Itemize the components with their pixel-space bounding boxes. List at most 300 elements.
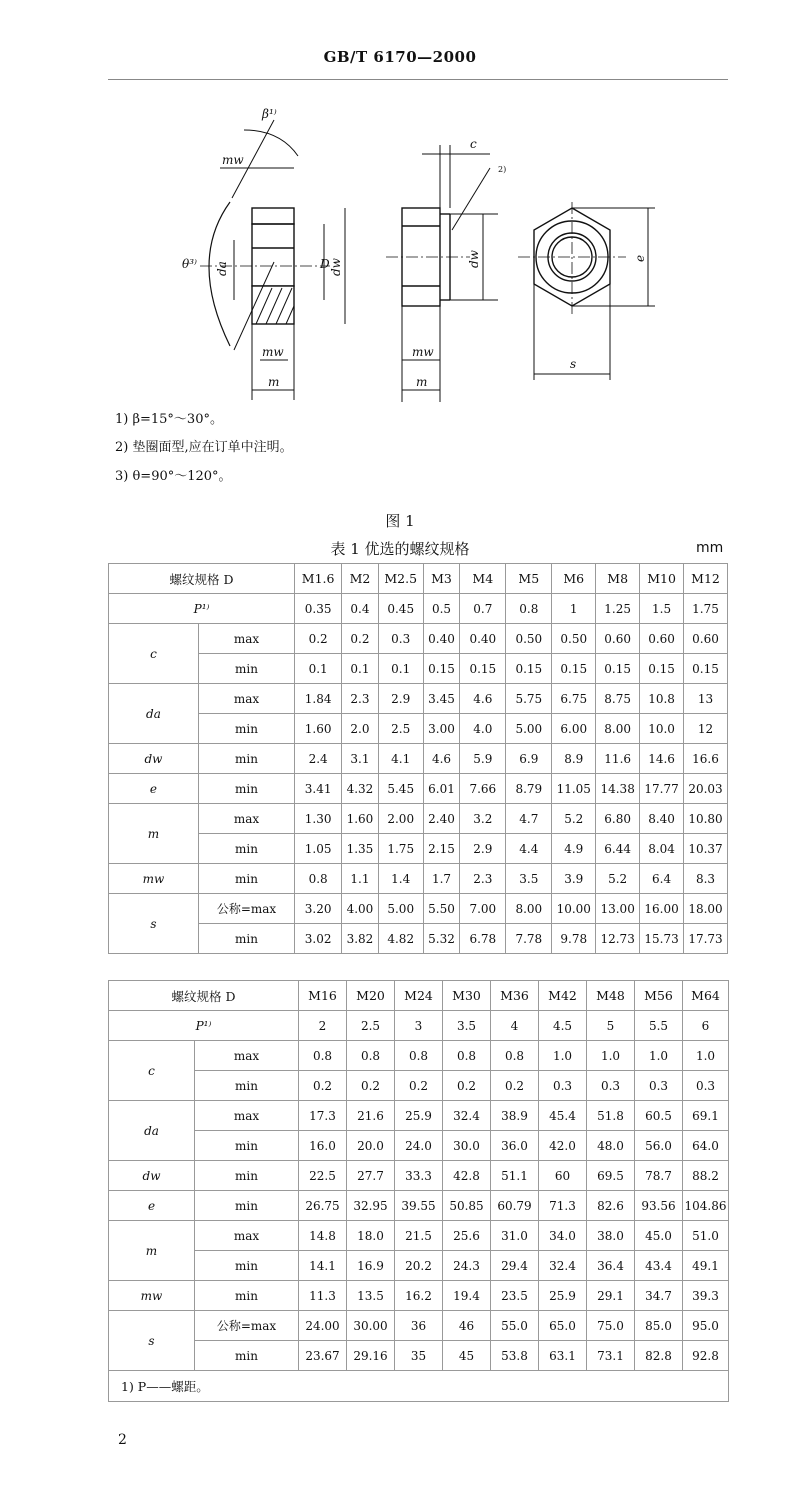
value-cell: 2.15 <box>423 834 460 864</box>
value-cell: 24.0 <box>395 1131 443 1161</box>
thread-size-label: 螺纹规格 D <box>109 981 299 1011</box>
value-cell: 5.00 <box>506 714 552 744</box>
value-cell: 11.6 <box>596 744 640 774</box>
value-cell: 16.2 <box>395 1281 443 1311</box>
s-label: s <box>570 357 577 371</box>
value-cell: 6.00 <box>552 714 596 744</box>
limit-label: min <box>195 1341 299 1371</box>
value-cell: 1.75 <box>378 834 423 864</box>
value-cell: 4.32 <box>342 774 379 804</box>
value-cell: 14.6 <box>640 744 684 774</box>
limit-label: max <box>198 804 294 834</box>
value-cell: 49.1 <box>683 1251 729 1281</box>
value-cell: 7.78 <box>506 924 552 954</box>
value-cell: 24.3 <box>443 1251 491 1281</box>
footnote-row <box>109 1371 729 1402</box>
param-name: c <box>109 1041 195 1101</box>
value-cell: 30.0 <box>443 1131 491 1161</box>
pitch-row <box>109 1011 729 1041</box>
dw-label-mid: dw <box>467 250 481 268</box>
param-name: e <box>109 774 199 804</box>
value-cell: 6.80 <box>596 804 640 834</box>
value-cell: 2.4 <box>295 744 342 774</box>
value-cell: 64.0 <box>683 1131 729 1161</box>
value-cell: 65.0 <box>539 1311 587 1341</box>
value-cell: 5.2 <box>596 864 640 894</box>
figure-caption: 图 1 <box>385 512 415 530</box>
size-cell: M64 <box>683 981 729 1011</box>
pitch-cell: 1 <box>552 594 596 624</box>
limit-label: max <box>198 624 294 654</box>
limit-label: min <box>195 1191 299 1221</box>
value-cell: 50.85 <box>443 1191 491 1221</box>
value-cell: 1.7 <box>423 864 460 894</box>
value-cell: 95.0 <box>683 1311 729 1341</box>
value-cell: 4.1 <box>378 744 423 774</box>
value-cell: 85.0 <box>635 1311 683 1341</box>
value-cell: 8.3 <box>684 864 728 894</box>
pitch-cell: 0.7 <box>460 594 506 624</box>
value-cell: 32.4 <box>443 1101 491 1131</box>
value-cell: 0.40 <box>423 624 460 654</box>
value-cell: 4.6 <box>460 684 506 714</box>
value-cell: 5.45 <box>378 774 423 804</box>
value-cell: 39.3 <box>683 1281 729 1311</box>
note2-label: 2) <box>498 165 507 174</box>
size-cell: M5 <box>506 564 552 594</box>
value-cell: 2.00 <box>378 804 423 834</box>
value-cell: 34.0 <box>539 1221 587 1251</box>
table-row <box>109 1281 729 1311</box>
value-cell: 2.5 <box>378 714 423 744</box>
value-cell: 45 <box>443 1341 491 1371</box>
table-caption: 表 1 优选的螺纹规格 <box>330 540 470 558</box>
value-cell: 17.3 <box>299 1101 347 1131</box>
value-cell: 93.56 <box>635 1191 683 1221</box>
pitch-cell: 3.5 <box>443 1011 491 1041</box>
limit-label: min <box>198 864 294 894</box>
value-cell: 14.1 <box>299 1251 347 1281</box>
value-cell: 42.0 <box>539 1131 587 1161</box>
table-row <box>109 834 728 864</box>
pitch-cell: 1.25 <box>596 594 640 624</box>
pitch-cell: 5.5 <box>635 1011 683 1041</box>
value-cell: 0.15 <box>423 654 460 684</box>
table-row <box>109 1101 729 1131</box>
value-cell: 13.00 <box>596 894 640 924</box>
limit-label: max <box>195 1041 299 1071</box>
header-rule <box>108 79 728 80</box>
value-cell: 31.0 <box>491 1221 539 1251</box>
limit-label: 公称=max <box>195 1311 299 1341</box>
pitch-cell: 2.5 <box>347 1011 395 1041</box>
value-cell: 0.15 <box>596 654 640 684</box>
value-cell: 23.5 <box>491 1281 539 1311</box>
value-cell: 11.3 <box>299 1281 347 1311</box>
value-cell: 12.73 <box>596 924 640 954</box>
value-cell: 8.79 <box>506 774 552 804</box>
pitch-cell: 1.5 <box>640 594 684 624</box>
value-cell: 1.30 <box>295 804 342 834</box>
value-cell: 69.1 <box>683 1101 729 1131</box>
value-cell: 1.84 <box>295 684 342 714</box>
value-cell: 35 <box>395 1341 443 1371</box>
limit-label: min <box>195 1161 299 1191</box>
limit-label: min <box>195 1251 299 1281</box>
dw-label-left: dw <box>329 258 343 276</box>
param-name: da <box>109 684 199 744</box>
value-cell: 8.00 <box>506 894 552 924</box>
thread-size-label: 螺纹规格 D <box>109 564 295 594</box>
pitch-cell: 1.75 <box>684 594 728 624</box>
m-label-left: m <box>268 375 280 389</box>
value-cell: 0.3 <box>378 624 423 654</box>
pitch-cell: 0.4 <box>342 594 379 624</box>
value-cell: 36.4 <box>587 1251 635 1281</box>
value-cell: 3.5 <box>506 864 552 894</box>
param-name: dw <box>109 1161 195 1191</box>
value-cell: 46 <box>443 1311 491 1341</box>
value-cell: 75.0 <box>587 1311 635 1341</box>
size-cell: M2.5 <box>378 564 423 594</box>
limit-label: min <box>198 834 294 864</box>
value-cell: 16.9 <box>347 1251 395 1281</box>
value-cell: 0.40 <box>460 624 506 654</box>
value-cell: 27.7 <box>347 1161 395 1191</box>
size-cell: M56 <box>635 981 683 1011</box>
value-cell: 32.4 <box>539 1251 587 1281</box>
value-cell: 23.67 <box>299 1341 347 1371</box>
value-cell: 32.95 <box>347 1191 395 1221</box>
value-cell: 21.6 <box>347 1101 395 1131</box>
value-cell: 13.5 <box>347 1281 395 1311</box>
value-cell: 51.8 <box>587 1101 635 1131</box>
pitch-cell: 0.35 <box>295 594 342 624</box>
value-cell: 9.78 <box>552 924 596 954</box>
table-row <box>109 804 728 834</box>
value-cell: 55.0 <box>491 1311 539 1341</box>
value-cell: 6.4 <box>640 864 684 894</box>
table-row <box>109 1221 729 1251</box>
table-row <box>109 1191 729 1221</box>
value-cell: 38.0 <box>587 1221 635 1251</box>
value-cell: 5.9 <box>460 744 506 774</box>
value-cell: 25.6 <box>443 1221 491 1251</box>
table-row <box>109 744 728 774</box>
value-cell: 1.4 <box>378 864 423 894</box>
value-cell: 3.2 <box>460 804 506 834</box>
value-cell: 3.82 <box>342 924 379 954</box>
value-cell: 2.9 <box>378 684 423 714</box>
param-name: e <box>109 1191 195 1221</box>
param-name: mw <box>109 864 199 894</box>
param-name: da <box>109 1101 195 1161</box>
size-cell: M16 <box>299 981 347 1011</box>
value-cell: 3.02 <box>295 924 342 954</box>
standard-header: GB/T 6170—2000 <box>323 48 477 66</box>
limit-label: max <box>198 684 294 714</box>
value-cell: 19.4 <box>443 1281 491 1311</box>
pitch-label: P¹⁾ <box>109 594 295 624</box>
m-label-mid: m <box>416 375 428 389</box>
pitch-cell: 2 <box>299 1011 347 1041</box>
value-cell: 6.78 <box>460 924 506 954</box>
value-cell: 36 <box>395 1311 443 1341</box>
figure-note-3: 3) θ=90°～120°。 <box>115 469 232 484</box>
size-cell: M12 <box>684 564 728 594</box>
value-cell: 18.0 <box>347 1221 395 1251</box>
value-cell: 14.38 <box>596 774 640 804</box>
value-cell: 21.5 <box>395 1221 443 1251</box>
c-label: c <box>470 137 477 151</box>
figure-note-2: 2) 垫圈面型,应在订单中注明。 <box>115 440 293 455</box>
value-cell: 10.80 <box>684 804 728 834</box>
thread-spec-table-1 <box>108 563 728 954</box>
value-cell: 82.8 <box>635 1341 683 1371</box>
theta-label: θ³⁾ <box>182 257 197 271</box>
value-cell: 0.60 <box>640 624 684 654</box>
value-cell: 0.3 <box>635 1071 683 1101</box>
D-label: D <box>320 257 330 271</box>
value-cell: 0.15 <box>684 654 728 684</box>
value-cell: 1.0 <box>635 1041 683 1071</box>
size-cell: M6 <box>552 564 596 594</box>
value-cell: 0.2 <box>491 1071 539 1101</box>
size-cell: M4 <box>460 564 506 594</box>
value-cell: 20.0 <box>347 1131 395 1161</box>
pitch-cell: 4 <box>491 1011 539 1041</box>
value-cell: 2.40 <box>423 804 460 834</box>
limit-label: min <box>198 654 294 684</box>
value-cell: 11.05 <box>552 774 596 804</box>
value-cell: 73.1 <box>587 1341 635 1371</box>
value-cell: 38.9 <box>491 1101 539 1131</box>
value-cell: 88.2 <box>683 1161 729 1191</box>
table-row <box>109 714 728 744</box>
value-cell: 17.73 <box>684 924 728 954</box>
size-cell: M1.6 <box>295 564 342 594</box>
unit-label: mm <box>696 540 724 556</box>
pitch-cell: 6 <box>683 1011 729 1041</box>
param-name: m <box>109 804 199 864</box>
value-cell: 33.3 <box>395 1161 443 1191</box>
value-cell: 0.15 <box>506 654 552 684</box>
value-cell: 0.2 <box>295 624 342 654</box>
value-cell: 1.0 <box>587 1041 635 1071</box>
table-row <box>109 654 728 684</box>
value-cell: 1.35 <box>342 834 379 864</box>
value-cell: 0.2 <box>443 1071 491 1101</box>
value-cell: 3.45 <box>423 684 460 714</box>
limit-label: min <box>198 744 294 774</box>
value-cell: 39.55 <box>395 1191 443 1221</box>
value-cell: 3.00 <box>423 714 460 744</box>
table-row <box>109 1161 729 1191</box>
pitch-label: P¹⁾ <box>109 1011 299 1041</box>
param-name: m <box>109 1221 195 1281</box>
nut-drawing <box>160 90 670 410</box>
value-cell: 25.9 <box>395 1101 443 1131</box>
value-cell: 10.8 <box>640 684 684 714</box>
limit-label: min <box>195 1131 299 1161</box>
size-cell: M2 <box>342 564 379 594</box>
value-cell: 0.3 <box>539 1071 587 1101</box>
value-cell: 2.3 <box>460 864 506 894</box>
value-cell: 5.2 <box>552 804 596 834</box>
value-cell: 5.32 <box>423 924 460 954</box>
value-cell: 24.00 <box>299 1311 347 1341</box>
limit-label: max <box>195 1101 299 1131</box>
value-cell: 10.0 <box>640 714 684 744</box>
pitch-cell: 5 <box>587 1011 635 1041</box>
value-cell: 0.15 <box>640 654 684 684</box>
value-cell: 7.00 <box>460 894 506 924</box>
value-cell: 56.0 <box>635 1131 683 1161</box>
value-cell: 0.2 <box>342 624 379 654</box>
value-cell: 3.20 <box>295 894 342 924</box>
value-cell: 17.77 <box>640 774 684 804</box>
value-cell: 8.04 <box>640 834 684 864</box>
value-cell: 71.3 <box>539 1191 587 1221</box>
value-cell: 0.1 <box>342 654 379 684</box>
value-cell: 8.40 <box>640 804 684 834</box>
table-row <box>109 1131 729 1161</box>
value-cell: 8.9 <box>552 744 596 774</box>
value-cell: 3.41 <box>295 774 342 804</box>
value-cell: 0.2 <box>299 1071 347 1101</box>
value-cell: 51.0 <box>683 1221 729 1251</box>
value-cell: 6.01 <box>423 774 460 804</box>
value-cell: 1.05 <box>295 834 342 864</box>
limit-label: max <box>195 1221 299 1251</box>
value-cell: 10.00 <box>552 894 596 924</box>
value-cell: 5.50 <box>423 894 460 924</box>
mw-label-mid: mw <box>412 345 434 359</box>
page-number: 2 <box>118 1432 127 1448</box>
value-cell: 2.3 <box>342 684 379 714</box>
value-cell: 1.60 <box>295 714 342 744</box>
value-cell: 4.00 <box>342 894 379 924</box>
table-row <box>109 1311 729 1341</box>
value-cell: 5.75 <box>506 684 552 714</box>
value-cell: 82.6 <box>587 1191 635 1221</box>
size-cell: M8 <box>596 564 640 594</box>
limit-label: min <box>198 714 294 744</box>
limit-label: min <box>195 1281 299 1311</box>
value-cell: 3.1 <box>342 744 379 774</box>
value-cell: 6.44 <box>596 834 640 864</box>
value-cell: 0.8 <box>395 1041 443 1071</box>
value-cell: 6.9 <box>506 744 552 774</box>
pitch-cell: 0.8 <box>506 594 552 624</box>
value-cell: 25.9 <box>539 1281 587 1311</box>
value-cell: 60 <box>539 1161 587 1191</box>
value-cell: 10.37 <box>684 834 728 864</box>
value-cell: 1.0 <box>683 1041 729 1071</box>
value-cell: 4.7 <box>506 804 552 834</box>
pitch-cell: 4.5 <box>539 1011 587 1041</box>
value-cell: 30.00 <box>347 1311 395 1341</box>
value-cell: 0.50 <box>552 624 596 654</box>
limit-label: min <box>195 1071 299 1101</box>
size-cell: M3 <box>423 564 460 594</box>
value-cell: 1.0 <box>539 1041 587 1071</box>
value-cell: 0.3 <box>587 1071 635 1101</box>
value-cell: 0.2 <box>395 1071 443 1101</box>
mw-label-left: mw <box>262 345 284 359</box>
thread-spec-table-2 <box>108 980 729 1402</box>
table-footnote: 1) P——螺距。 <box>109 1371 729 1402</box>
value-cell: 0.60 <box>684 624 728 654</box>
pitch-cell: 0.45 <box>378 594 423 624</box>
pitch-cell: 0.5 <box>423 594 460 624</box>
value-cell: 22.5 <box>299 1161 347 1191</box>
value-cell: 1.1 <box>342 864 379 894</box>
param-name: dw <box>109 744 199 774</box>
size-cell: M48 <box>587 981 635 1011</box>
value-cell: 29.1 <box>587 1281 635 1311</box>
value-cell: 20.03 <box>684 774 728 804</box>
value-cell: 13 <box>684 684 728 714</box>
size-cell: M24 <box>395 981 443 1011</box>
value-cell: 1.60 <box>342 804 379 834</box>
beta-label: β¹⁾ <box>262 107 277 121</box>
size-cell: M10 <box>640 564 684 594</box>
table-row <box>109 1251 729 1281</box>
table-row <box>109 1341 729 1371</box>
value-cell: 16.0 <box>299 1131 347 1161</box>
value-cell: 0.1 <box>295 654 342 684</box>
param-name: c <box>109 624 199 684</box>
value-cell: 16.00 <box>640 894 684 924</box>
value-cell: 0.8 <box>491 1041 539 1071</box>
value-cell: 69.5 <box>587 1161 635 1191</box>
value-cell: 60.79 <box>491 1191 539 1221</box>
value-cell: 60.5 <box>635 1101 683 1131</box>
value-cell: 45.0 <box>635 1221 683 1251</box>
value-cell: 20.2 <box>395 1251 443 1281</box>
value-cell: 3.9 <box>552 864 596 894</box>
value-cell: 53.8 <box>491 1341 539 1371</box>
value-cell: 6.75 <box>552 684 596 714</box>
size-row <box>109 564 728 594</box>
da-label: da <box>215 261 229 276</box>
value-cell: 4.9 <box>552 834 596 864</box>
e-label: e <box>633 254 647 262</box>
size-cell: M36 <box>491 981 539 1011</box>
value-cell: 0.3 <box>683 1071 729 1101</box>
value-cell: 8.75 <box>596 684 640 714</box>
table-row <box>109 1041 729 1071</box>
limit-label: min <box>198 924 294 954</box>
value-cell: 2.9 <box>460 834 506 864</box>
value-cell: 36.0 <box>491 1131 539 1161</box>
value-cell: 92.8 <box>683 1341 729 1371</box>
value-cell: 18.00 <box>684 894 728 924</box>
table-row <box>109 774 728 804</box>
value-cell: 15.73 <box>640 924 684 954</box>
value-cell: 0.15 <box>552 654 596 684</box>
pitch-row <box>109 594 728 624</box>
value-cell: 0.1 <box>378 654 423 684</box>
value-cell: 45.4 <box>539 1101 587 1131</box>
value-cell: 7.66 <box>460 774 506 804</box>
value-cell: 8.00 <box>596 714 640 744</box>
value-cell: 0.8 <box>299 1041 347 1071</box>
limit-label: min <box>198 774 294 804</box>
value-cell: 5.00 <box>378 894 423 924</box>
value-cell: 51.1 <box>491 1161 539 1191</box>
